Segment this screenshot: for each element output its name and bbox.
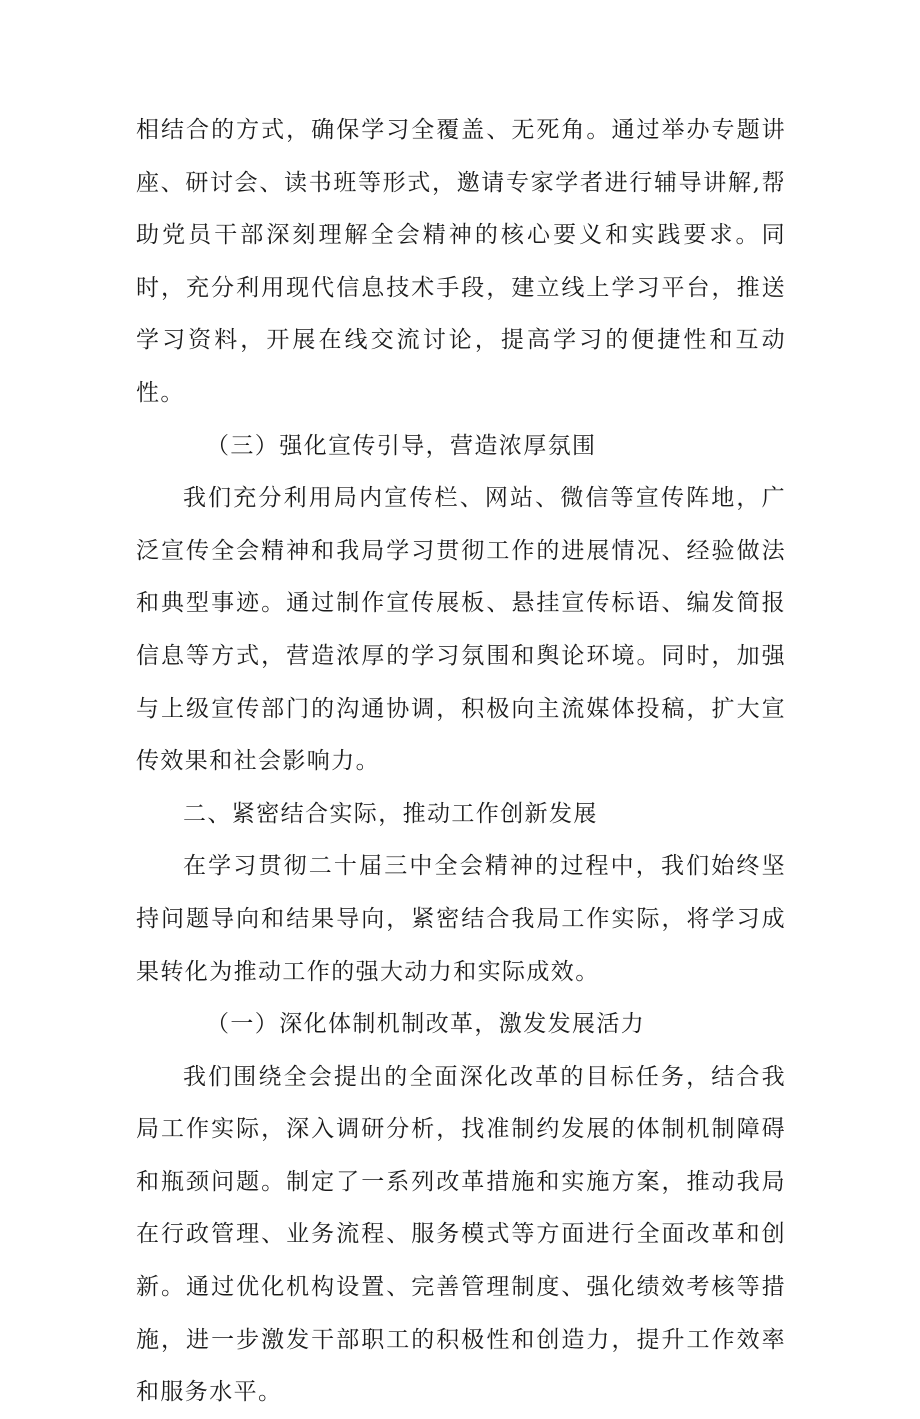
paragraph-practice-intro: 在学习贯彻二十届三中全会精神的过程中，我们始终坚持问题导向和结果导向，紧密结合我局工作实际，将学习成果转化为推动工作的强大动力和实际成效。 (136, 853, 786, 985)
document-body (136, 104, 786, 1419)
section-subheading-3: （三）强化宣传引导，营造浓厚氛围 (206, 432, 597, 459)
section-subheading-1: （一）深化体制机制改革，激发发展活力 (206, 1011, 646, 1038)
paragraph-reform: 我们围绕全会提出的全面深化改革的目标任务，结合我局工作实际，深入调研分析，找准制约发展的体制机制障碍和瓶颈问题。制定了一系列改革措施和实施方案，推动我局在行政管理、业务流程、服务模式等方面进行全面改革和创新。通过优化机构设置、完善管理制度、强化绩效考核等措施，进一步激发干部职工的积极性和创造力，提升工作效率和服务水平。 (136, 1063, 786, 1406)
section-heading-2: 二、紧密结合实际，推动工作创新发展 (183, 800, 598, 827)
paragraph-publicity: 我们充分利用局内宣传栏、网站、微信等宣传阵地，广泛宣传全会精神和我局学习贯彻工作的进展情况、经验做法和典型事迹。通过制作宣传展板、悬挂宣传标语、编发简报信息等方式，营造浓厚的学习氛围和舆论环境。同时，加强与上级宣传部门的沟通协调，积极向主流媒体投稿，扩大宣传效果和社会影响力。 (136, 485, 786, 775)
paragraph-continuation: 相结合的方式，确保学习全覆盖、无死角。通过举办专题讲座、研讨会、读书班等形式，邀请专家学者进行辅导讲解,帮助党员干部深刻理解全会精神的核心要义和实践要求。同时，充分利用现代信息技术手段，建立线上学习平台，推送学习资料，开展在线交流讨论，提高学习的便捷性和互动性。 (136, 117, 786, 406)
